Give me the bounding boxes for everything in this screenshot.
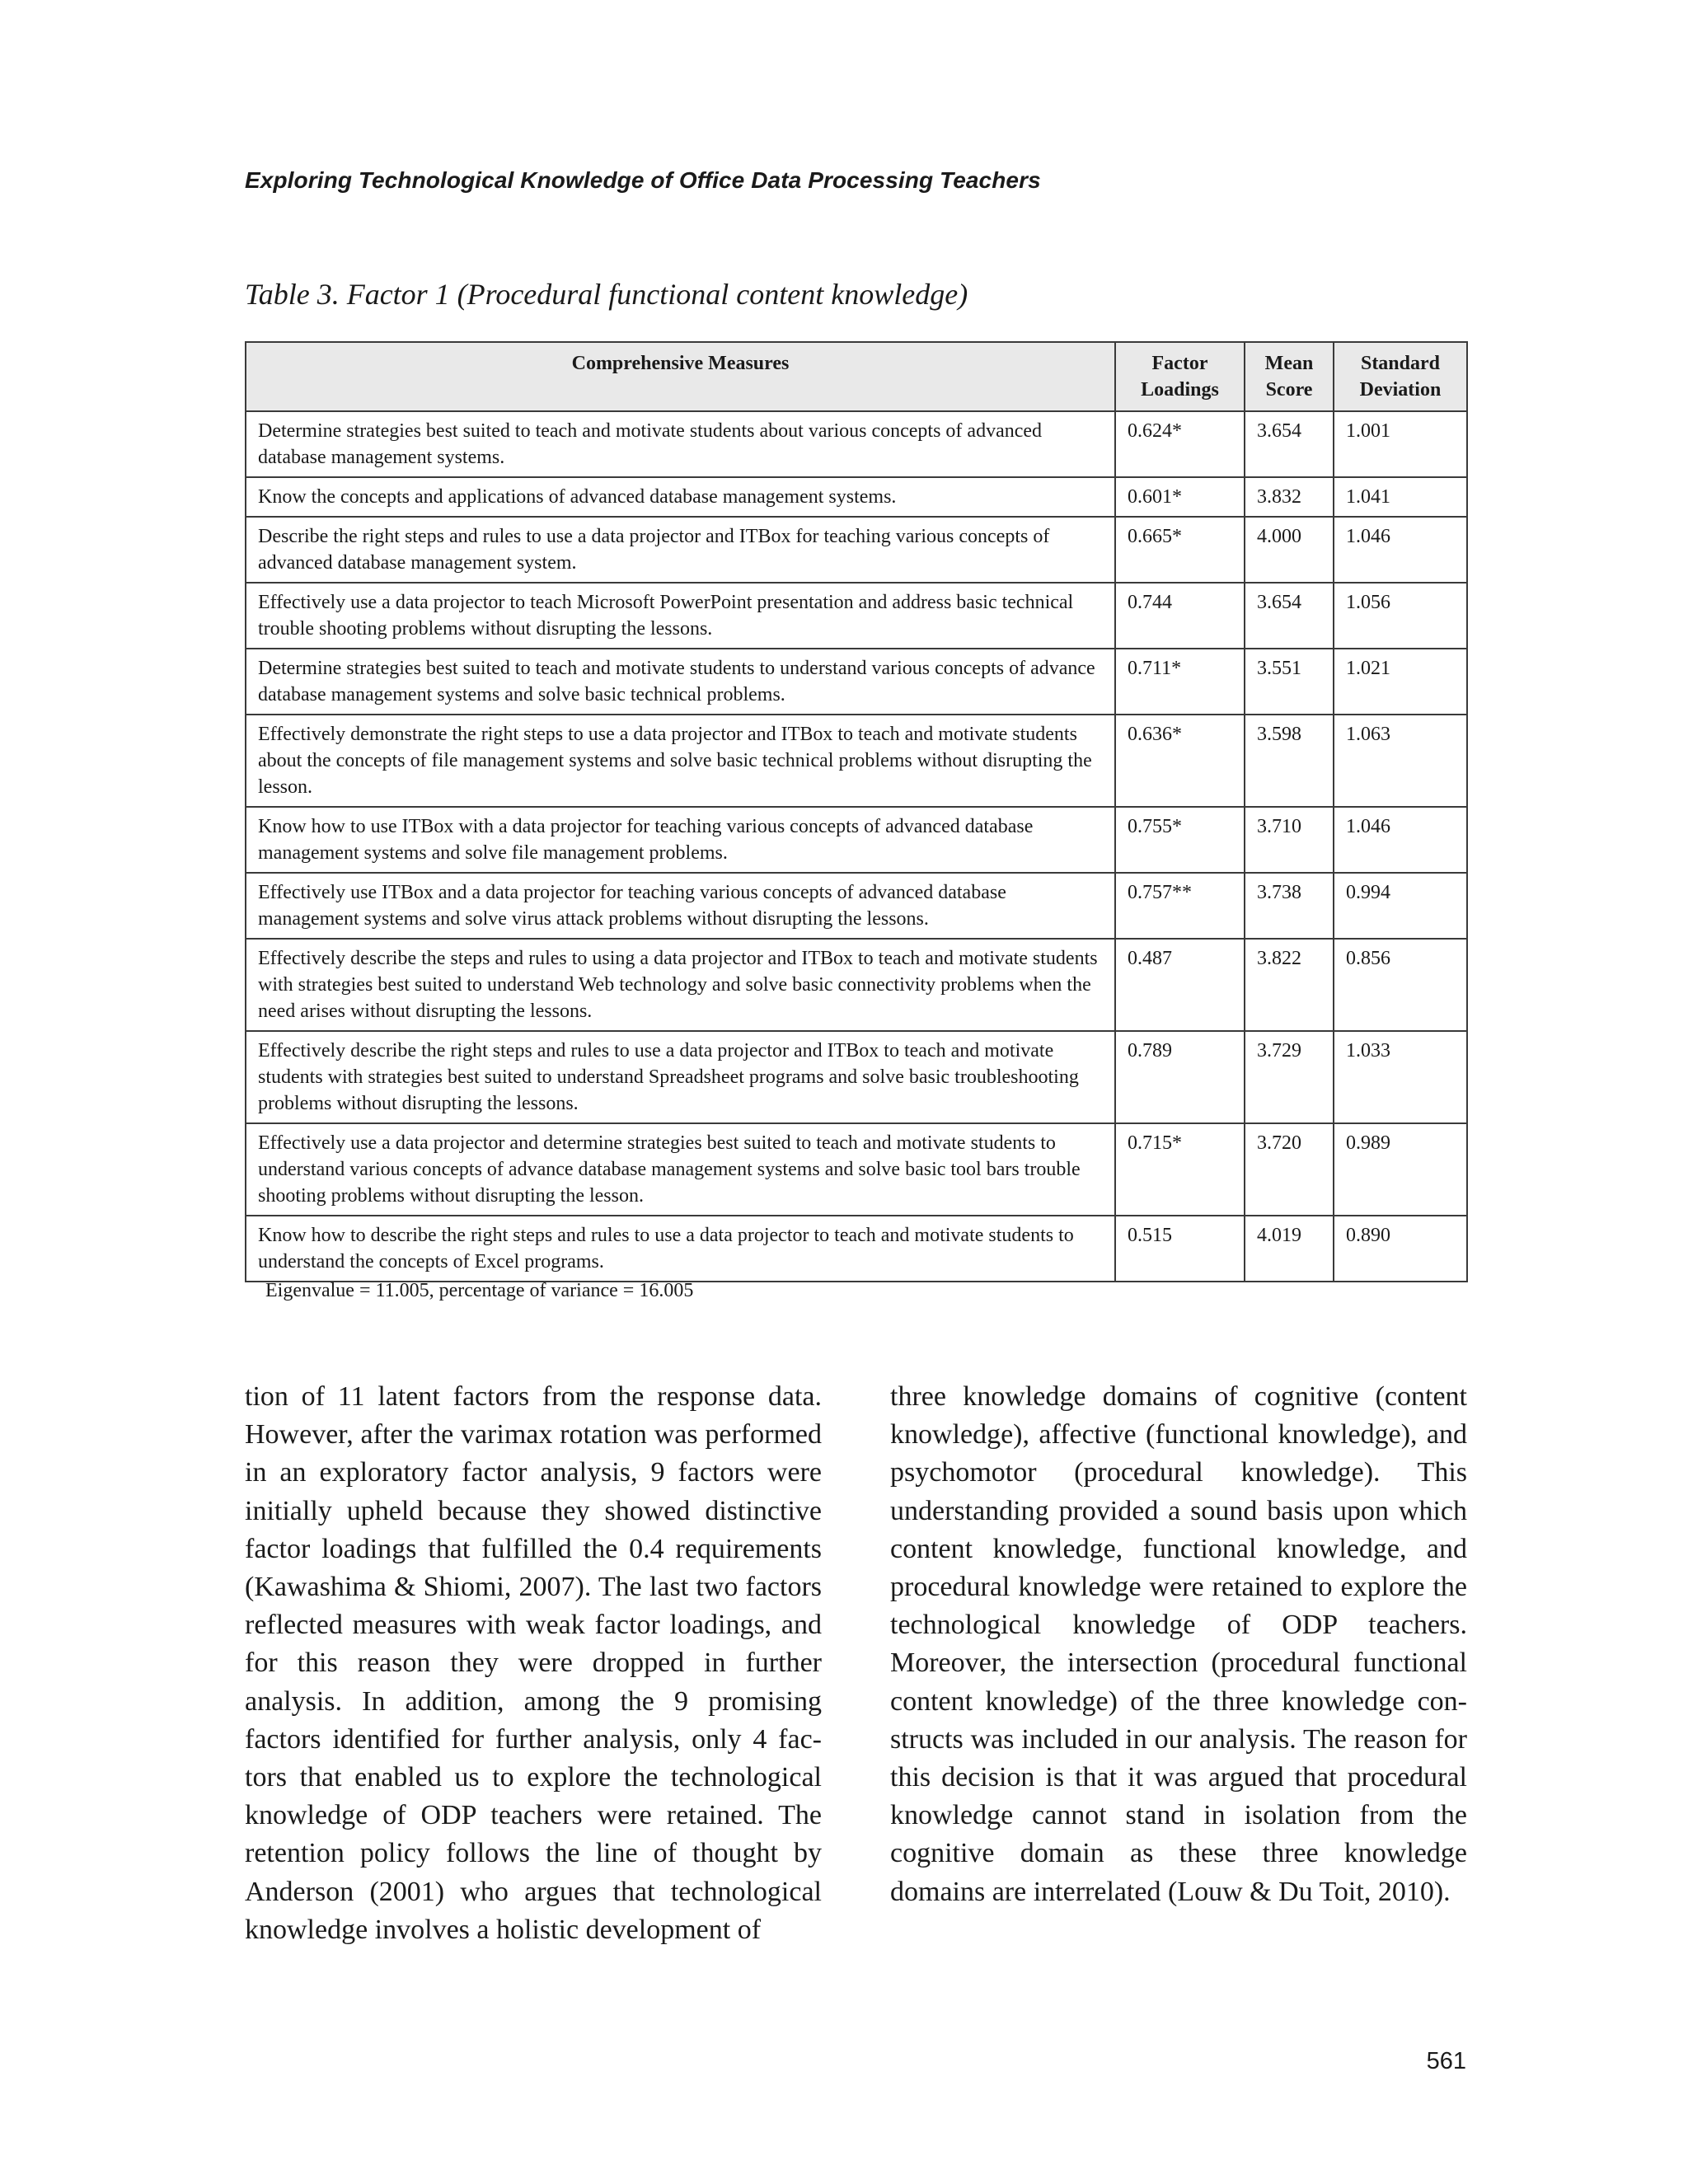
factor-loading-cell: 0.744 xyxy=(1115,583,1245,649)
column-header-standard-deviation: Standard Deviation xyxy=(1334,342,1467,411)
table-row xyxy=(246,873,1467,939)
table-row xyxy=(246,939,1467,1031)
standard-deviation-cell: 1.041 xyxy=(1334,477,1467,517)
table-caption: Table 3. Factor 1 (Procedural functional content knowledge) xyxy=(245,278,968,311)
table-footnote: Eigenvalue = 11.005, percentage of variance = 16.005 xyxy=(265,1280,694,1301)
table-row xyxy=(246,583,1467,649)
factor-loading-cell: 0.624* xyxy=(1115,411,1245,477)
standard-deviation-cell: 0.890 xyxy=(1334,1216,1467,1282)
mean-score-cell: 3.551 xyxy=(1245,649,1334,715)
running-header: Exploring Technological Knowledge of Office Data Processing Teachers xyxy=(245,167,1041,193)
standard-deviation-cell: 1.046 xyxy=(1334,517,1467,583)
table-row xyxy=(246,411,1467,477)
table-header-row xyxy=(246,342,1467,411)
mean-score-cell: 4.019 xyxy=(1245,1216,1334,1282)
measure-cell: Know the concepts and applications of advanced database management systems. xyxy=(246,477,1115,517)
column-header-factor-loadings: Factor Loadings xyxy=(1115,342,1245,411)
factor-loading-cell: 0.665* xyxy=(1115,517,1245,583)
factor-loading-cell: 0.515 xyxy=(1115,1216,1245,1282)
mean-score-cell: 4.000 xyxy=(1245,517,1334,583)
standard-deviation-cell: 1.046 xyxy=(1334,807,1467,873)
factor-loading-cell: 0.487 xyxy=(1115,939,1245,1031)
mean-score-cell: 3.832 xyxy=(1245,477,1334,517)
standard-deviation-cell: 0.994 xyxy=(1334,873,1467,939)
measure-cell: Describe the right steps and rules to use a data projector and ITBox for teaching various concepts of advanced database management system. xyxy=(246,517,1115,583)
factor-loading-cell: 0.789 xyxy=(1115,1031,1245,1123)
standard-deviation-cell: 1.063 xyxy=(1334,715,1467,807)
measure-cell: Effectively use ITBox and a data projector for teaching various concepts of advanced database management systems and solve virus attack problems without disrupting the lessons. xyxy=(246,873,1115,939)
body-column-left xyxy=(245,1378,822,1949)
body-paragraph: three knowledge domains of cognitive (content knowledge), affective (functional knowledge), and psychomotor (procedural knowledge). This understanding provided a sound basis upon which content knowledge, functional knowledge, and procedural knowledge were retained to explore the technological knowledge of ODP teachers. Moreover, the intersection (procedural functional content knowledge) of the three knowledge constructs was included in our analysis. The reason for this decision is that it was argued that procedural knowledge cannot stand in isolation from the cognitive domain as these three knowledge domains are interrelated (Louw & Du Toit, 2010). xyxy=(890,1381,1467,1907)
standard-deviation-cell: 1.056 xyxy=(1334,583,1467,649)
mean-score-cell: 3.654 xyxy=(1245,583,1334,649)
standard-deviation-cell: 0.989 xyxy=(1334,1123,1467,1216)
factor-loading-cell: 0.636* xyxy=(1115,715,1245,807)
measure-cell: Know how to use ITBox with a data projector for teaching various concepts of advanced database management systems and solve file management problems. xyxy=(246,807,1115,873)
table-row xyxy=(246,649,1467,715)
measure-cell: Effectively use a data projector and determine strategies best suited to teach and motivate students to understand various concepts of advance database management systems and solve basic tool bars trouble shooting problems without disrupting the lesson. xyxy=(246,1123,1115,1216)
table-row xyxy=(246,1123,1467,1216)
measure-cell: Effectively describe the right steps and rules to use a data projector and ITBox to teach and motivate students with strategies best suited to understand Spreadsheet programs and solve basic troubleshooting problems without disrupting the lessons. xyxy=(246,1031,1115,1123)
factor-loading-cell: 0.757** xyxy=(1115,873,1245,939)
factor-loading-cell: 0.711* xyxy=(1115,649,1245,715)
table-row xyxy=(246,517,1467,583)
table-row xyxy=(246,477,1467,517)
standard-deviation-cell: 1.001 xyxy=(1334,411,1467,477)
measure-cell: Determine strategies best suited to teach and motivate students to understand various concepts of advance database management systems and solve basic technical problems. xyxy=(246,649,1115,715)
column-header-measures: Comprehensive Measures xyxy=(246,342,1115,411)
factor-table xyxy=(245,341,1468,1282)
page-number: 561 xyxy=(1426,2048,1466,2074)
mean-score-cell: 3.654 xyxy=(1245,411,1334,477)
standard-deviation-cell: 1.033 xyxy=(1334,1031,1467,1123)
measure-cell: Know how to describe the right steps and rules to use a data projector to teach and motivate students to understand the concepts of Excel programs. xyxy=(246,1216,1115,1282)
mean-score-cell: 3.598 xyxy=(1245,715,1334,807)
measure-cell: Effectively describe the steps and rules to using a data projector and ITBox to teach and motivate students with strategies best suited to understand Web technology and solve basic connectivity problems when the need arises without disrupting the lessons. xyxy=(246,939,1115,1031)
measure-cell: Determine strategies best suited to teach and motivate students about various concepts of advanced database management systems. xyxy=(246,411,1115,477)
factor-loading-cell: 0.715* xyxy=(1115,1123,1245,1216)
mean-score-cell: 3.710 xyxy=(1245,807,1334,873)
table-row xyxy=(246,1031,1467,1123)
mean-score-cell: 3.729 xyxy=(1245,1031,1334,1123)
measure-cell: Effectively use a data projector to teach Microsoft PowerPoint presentation and address basic technical trouble shooting problems without disrupting the lessons. xyxy=(246,583,1115,649)
body-paragraph: tion of 11 latent factors from the response data. However, after the varimax rotation was performed in an exploratory factor analysis, 9 factors were initially upheld because they showed distinctive factor loadings that fulfilled the 0.4 requirements (Kawashima & Shiomi, 2007). The last two factors reflected measures with weak factor loadings, and for this reason they were dropped in further analysis. In addition, among the 9 promising factors identified for further analysis, only 4 factors that enabled us to explore the technological knowledge of ODP teachers were retained. The retention policy follows the line of thought by Anderson (2001) who argues that technological knowledge involves a holistic development of xyxy=(245,1381,822,1945)
mean-score-cell: 3.822 xyxy=(1245,939,1334,1031)
standard-deviation-cell: 0.856 xyxy=(1334,939,1467,1031)
measure-cell: Effectively demonstrate the right steps to use a data projector and ITBox to teach and motivate students about the concepts of file management systems and solve basic technical problems without disrupting the lesson. xyxy=(246,715,1115,807)
column-header-mean-score: Mean Score xyxy=(1245,342,1334,411)
table-row xyxy=(246,1216,1467,1282)
mean-score-cell: 3.738 xyxy=(1245,873,1334,939)
mean-score-cell: 3.720 xyxy=(1245,1123,1334,1216)
factor-loading-cell: 0.755* xyxy=(1115,807,1245,873)
table-row xyxy=(246,715,1467,807)
body-column-right xyxy=(890,1378,1467,1911)
table-row xyxy=(246,807,1467,873)
standard-deviation-cell: 1.021 xyxy=(1334,649,1467,715)
factor-loading-cell: 0.601* xyxy=(1115,477,1245,517)
